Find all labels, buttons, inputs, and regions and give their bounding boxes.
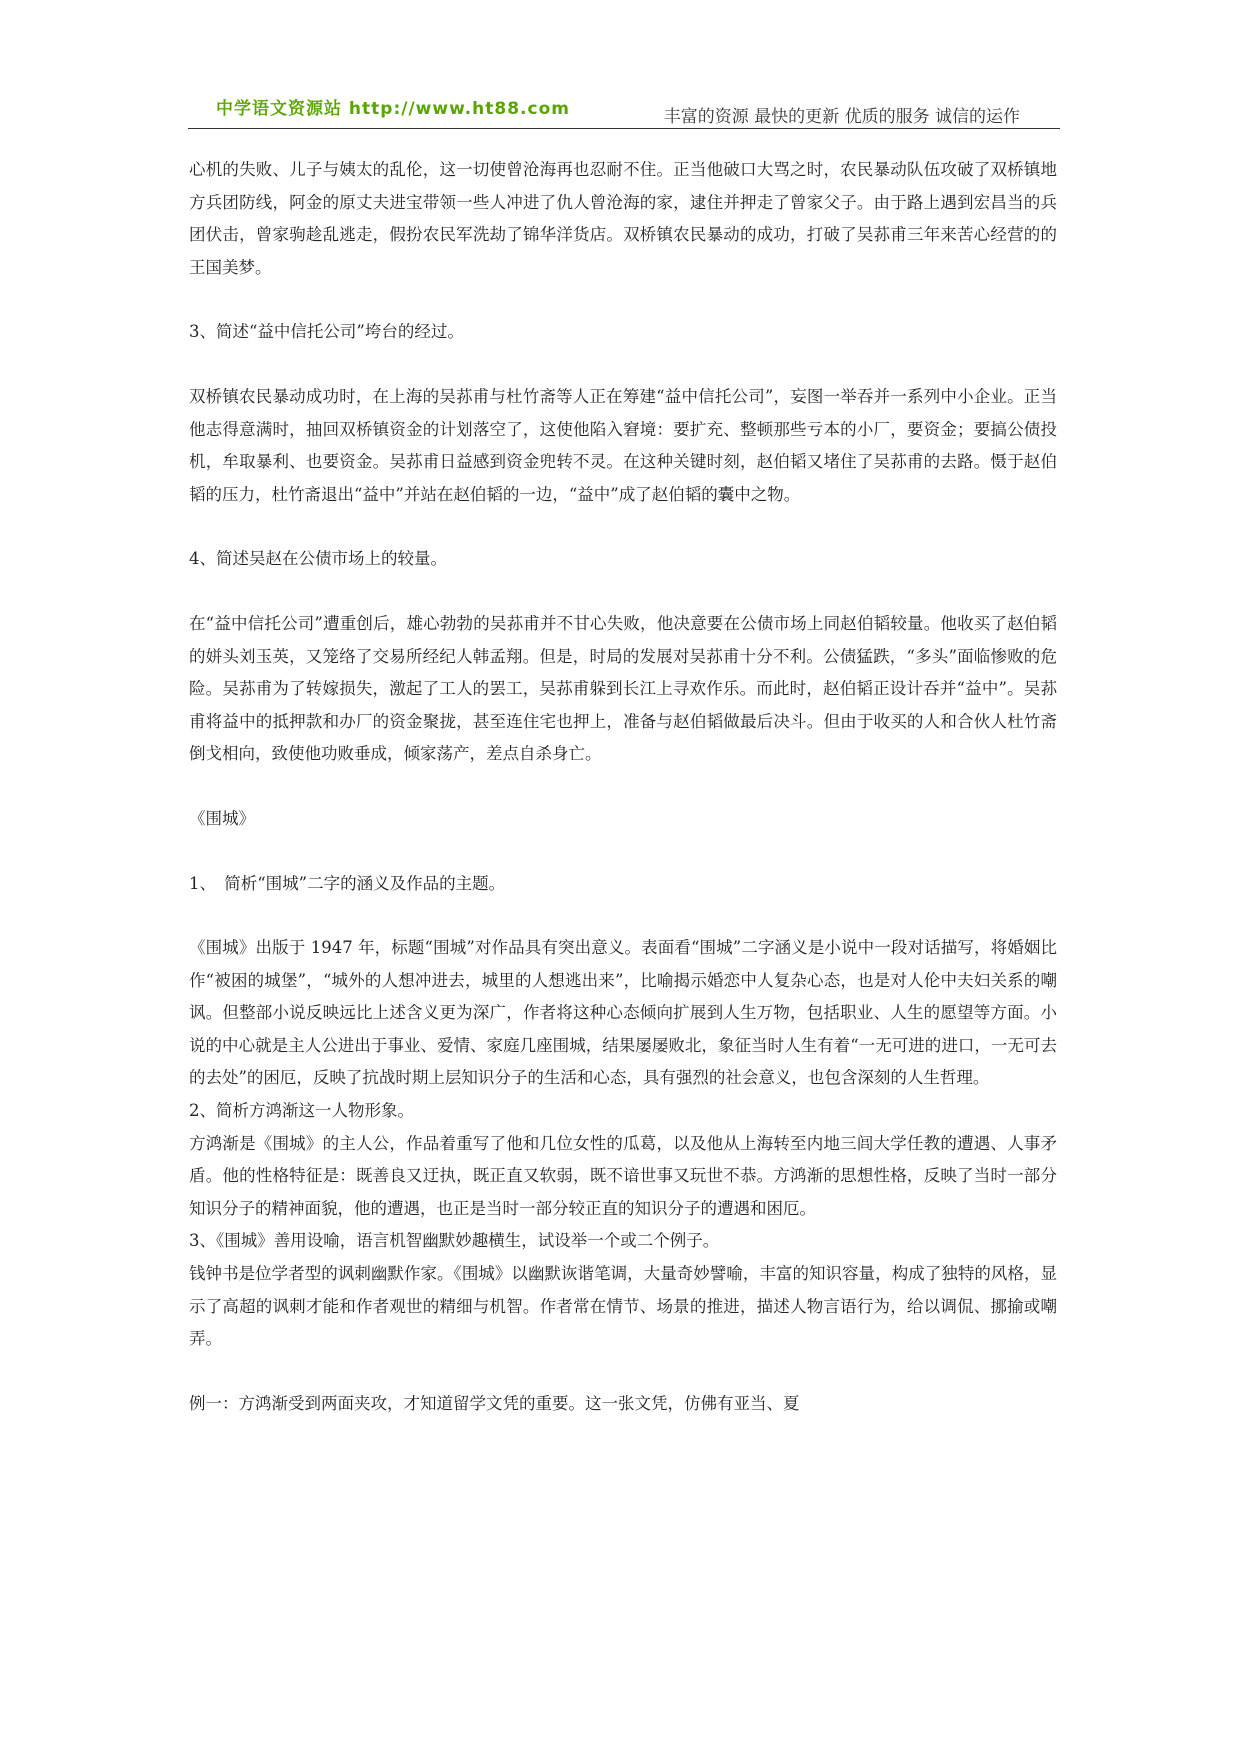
paragraph: 在“益中信托公司”遭重创后，雄心勃勃的吴荪甫并不甘心失败，他决意要在公债市场上同赵伯韬较量。他收买了赵伯韬的姘头刘玉英，又笼络了交易所经纪人韩孟翔。但是，时局的发展对吴荪甫十分不利。公债猛跌，“多头”面临惨败的危险。吴荪甫为了转嫁损失，激起了工人的罢工，吴荪甫躲到长江上寻欢作乐。而此时，赵伯韬正设计吞并“益中”。吴荪甫将益中的抵押款和办厂的资金聚拢，甚至连住宅也押上，准备与赵伯韬做最后决斗。但由于收买的人和合伙人杜竹斋倒戈相向，致使他功败垂成，倾家荡产，差点自杀身亡。 (189, 613, 1057, 764)
paragraph: 心机的失败、儿子与姨太的乱伦，这一切使曾沧海再也忍耐不住。正当他破口大骂之时，农民暴动队伍攻破了双桥镇地方兵团防线，阿金的原丈夫进宝带领一些人冲进了仇人曾沧海的家，逮住并押走了曾家父子。由于路上遇到宏昌当的兵团伏击，曾家驹趁乱逃走，假扮农民军洗劫了锦华洋货店。双桥镇农民暴动的成功，打破了吴荪甫三年来苦心经营的的王国美梦。 (189, 160, 1057, 277)
document-body (189, 154, 1057, 1420)
header-slogan: 丰富的资源 最快的更新 优质的服务 诚信的运作 (663, 107, 1020, 127)
header-divider (188, 128, 1060, 129)
paragraph: 钱钟书是位学者型的讽刺幽默作家。《围城》以幽默诙谐笔调，大量奇妙譬喻，丰富的知识容量，构成了独特的风格，显示了高超的讽刺才能和作者观世的精细与机智。作者常在情节、场景的推进，描述人物言语行为，给以调侃、挪揄或嘲弄。 (189, 1264, 1057, 1349)
paragraph: 方鸿渐是《围城》的主人公，作品着重写了他和几位女性的瓜葛，以及他从上海转至内地三闾大学任教的遭遇、人事矛盾。他的性格特征是：既善良又迂执，既正直又软弱，既不谙世事又玩世不恭。方鸿渐的思想性格，反映了当时一部分知识分子的精神面貌，他的遭遇，也正是当时一部分较正直的知识分子的遭遇和困厄。 (189, 1133, 1057, 1218)
question-heading: 3、简述“益中信托公司”垮台的经过。 (189, 322, 464, 342)
section-title: 《围城》 (189, 808, 255, 828)
question-heading: 3、《围城》善用设喻，语言机智幽默妙趣横生，试设举一个或二个例子。 (189, 1231, 720, 1251)
site-logo: 中学语文资源站 http://www.ht88.com (216, 99, 570, 119)
question-heading: 2、简析方鸿渐这一人物形象。 (189, 1101, 414, 1121)
paragraph: 双桥镇农民暴动成功时，在上海的吴荪甫与杜竹斋等人正在筹建“益中信托公司”，妄图一举吞并一系列中小企业。正当他志得意满时，抽回双桥镇资金的计划落空了，这使他陷入窘境：要扩充、整顿那些亏本的小厂，要资金；要搞公债投机，牟取暴利、也要资金。吴荪甫日益感到资金兜转不灵。在这种关键时刻，赵伯韬又堵住了吴荪甫的去路。慑于赵伯韬的压力，杜竹斋退出“益中”并站在赵伯韬的一边，“益中”成了赵伯韬的囊中之物。 (189, 386, 1057, 504)
page-header (188, 86, 1060, 130)
paragraph: 例一：方鸿渐受到两面夹攻，才知道留学文凭的重要。这一张文凭，仿佛有亚当、夏 (189, 1393, 800, 1413)
question-heading: 1、 简析“围城”二字的涵义及作品的主题。 (189, 873, 506, 893)
paragraph: 《围城》出版于 1947 年，标题“围城”对作品具有突出意义。表面看“围城”二字涵义是小说中一段对话描写，将婚姻比作“被困的城堡”，“城外的人想冲进去，城里的人想逃出来”，比喻揭示婚恋中人复杂心态，也是对人伦中夫妇关系的嘲讽。但整部小说反映远比上述含义更为深广，作者将这种心态倾向扩展到人生万物，包括职业、人生的愿望等方面。小说的中心就是主人公进出于事业、爱情、家庭几座围城，结果屡屡败北，象征当时人生有着“一无可进的进口，一无可去的去处”的困厄，反映了抗战时期上层知识分子的生活和心态，具有强烈的社会意义，也包含深刻的人生哲理。 (189, 938, 1057, 1088)
question-heading: 4、简述吴赵在公债市场上的较量。 (189, 549, 447, 569)
